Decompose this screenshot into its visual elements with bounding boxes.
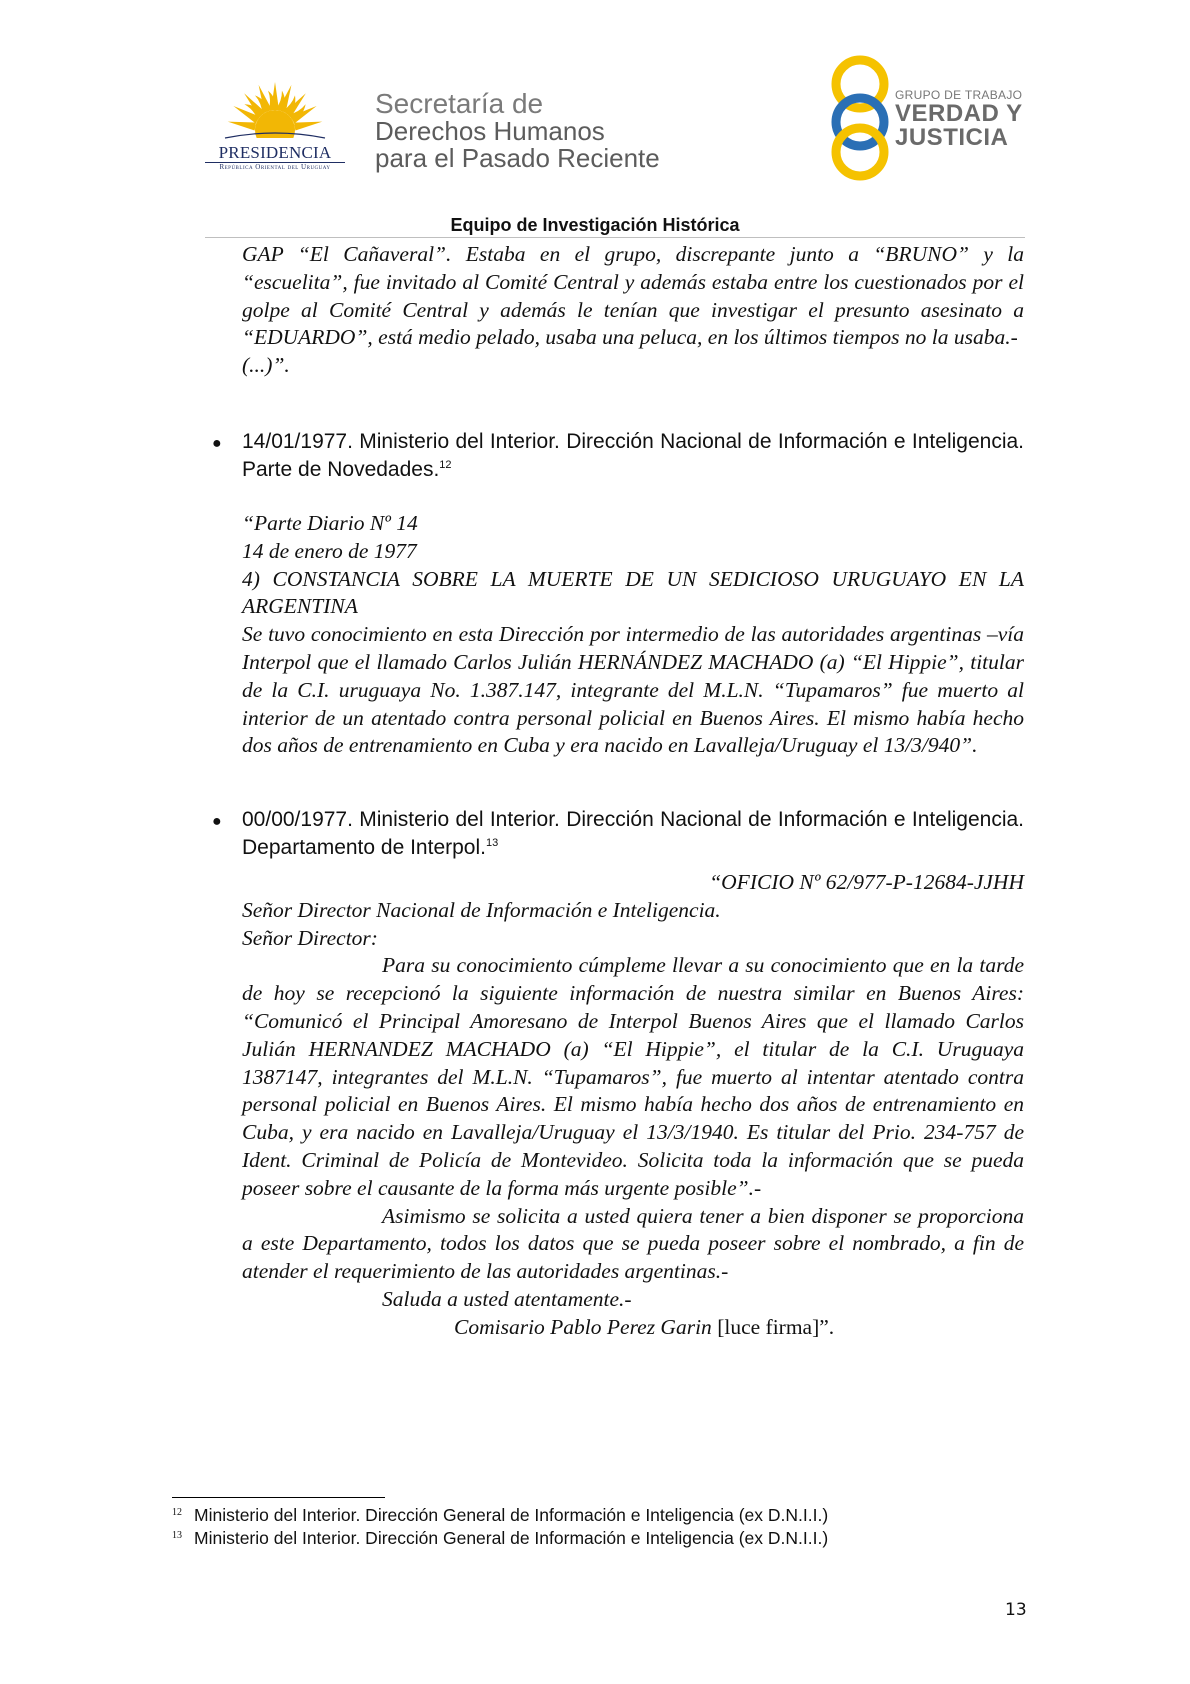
footnote-text: Ministerio del Interior. Dirección General de Información e Inteligencia (ex D.N.I.I.) xyxy=(194,1505,829,1525)
footnote-divider xyxy=(172,1497,385,1498)
oficio-paragraph-2: Asimismo se solicita a usted quiera tener a bien disponer se proporciona a este Departamento, todos los datos que se pueda poseer sobre el nombrado, a fin de atender el requerimiento de las autoridades argentinas.- xyxy=(242,1203,1024,1284)
entry-1-text: 14/01/1977. Ministerio del Interior. Dirección Nacional de Información e Inteligencia. Parte de Novedades. xyxy=(242,430,1024,481)
entry-1 xyxy=(242,428,1024,484)
quote-1-text: GAP “El Cañaveral”. Estaba en el grupo, discrepante junto a “BRUNO” y la “escuelita”, fue invitado al Comité Central y además estaba entre los cuestionados por el golpe al Comité Central y además le tenían que investigar el presunto asesinato a “EDUARDO”, está medio pelado, usaba una peluca, en los últimos tiempos no la usaba.- xyxy=(242,242,1024,350)
gtvj-line-2: JUSTICIA xyxy=(895,124,1009,151)
quote-2-line-2: 14 de enero de 1977 xyxy=(242,538,417,563)
quote-1-closing: (...)”. xyxy=(242,353,290,378)
gtvj-line-1: VERDAD Y xyxy=(895,100,1023,127)
oficio-salutation: Señor Director: xyxy=(242,925,378,950)
oficio-paragraph-1: Para su conocimiento cúmpleme llevar a su conocimiento que en la tarde de hoy se recepcionó la siguiente información de nuestra similar en Buenos Aires: “Comunicó el Principal Amoresano de Interpol Buenos Aires que el llamado Carlos Julián HERNANDEZ MACHADO (a) “El Hippie”, el titular de la C.I. Uruguaya 1387147, integrantes del M.L.N. “Tupamaros”, fue muerto al intentar atentado contra personal policial en Buenos Aires. El mismo había hecho dos años de entrenamiento en Cuba, y era nacido en Lavalleja/Uruguay el 13/3/1940. Es titular del Prio. 234-757 de Ident. Criminal de Policía de Montevideo. Solicita toda la información que se pueda poseer sobre el causante de la forma más urgente posible”.- xyxy=(242,953,1024,1200)
secretaria-logo-text xyxy=(375,90,660,172)
bullet-icon: ● xyxy=(212,435,222,452)
gtvj-small-label: GRUPO DE TRABAJO xyxy=(895,88,1023,102)
oficio-closing: Saluda a usted atentamente.- xyxy=(382,1286,632,1311)
quote-block-3 xyxy=(242,869,1024,1342)
footnote-number: 12 xyxy=(172,1507,182,1518)
quote-2-body: Se tuvo conocimiento en esta Dirección por intermedio de las autoridades argentinas –vía Interpol que el llamado Carlos Julián HERNÁNDEZ MACHADO (a) “El Hippie”, titular de la C.I. uruguaya No. 1.387.147, integrante del M.L.N. “Tupamaros” fue muerto al interior de un atentado contra personal policial en Buenos Aires. El mismo había hecho dos años de entrenamiento en Cuba y era nacido en Lavalleja/Uruguay el 13/3/940”. xyxy=(242,622,1024,758)
page-number: 13 xyxy=(1005,1600,1027,1620)
secretaria-line-2: Derechos Humanos xyxy=(375,116,605,146)
footnote-12 xyxy=(172,1502,828,1526)
secretaria-line-1: Secretaría de xyxy=(375,88,544,119)
footnote-13 xyxy=(172,1525,828,1549)
footnote-text: Ministerio del Interior. Dirección General de Información e Inteligencia (ex D.N.I.I.) xyxy=(194,1528,829,1548)
presidencia-title: PRESIDENCIA xyxy=(218,143,332,162)
signature-note: [luce firma]”. xyxy=(711,1314,835,1339)
entry-2 xyxy=(242,806,1024,862)
entry-2-text: 00/00/1977. Ministerio del Interior. Dirección Nacional de Información e Inteligencia. Departamento de Interpol. xyxy=(242,808,1024,859)
presidencia-subtitle: República Oriental del Uruguay xyxy=(219,163,331,171)
footnote-ref-13[interactable]: 13 xyxy=(485,837,499,849)
quote-block-2 xyxy=(242,510,1024,760)
secretaria-line-3: para el Pasado Reciente xyxy=(375,143,660,173)
header-divider xyxy=(205,237,1025,238)
bullet-icon: ● xyxy=(212,813,222,830)
quote-block-1 xyxy=(242,241,1024,380)
signature-name: Comisario Pablo Perez Garin xyxy=(454,1314,712,1339)
verdad-justicia-logo-text xyxy=(895,88,1023,150)
footnote-ref-12[interactable]: 12 xyxy=(439,459,452,471)
oficio-recipient: Señor Director Nacional de Información e Inteligencia. xyxy=(242,897,721,922)
quote-2-line-1: “Parte Diario Nº 14 xyxy=(242,511,418,535)
footnote-number: 13 xyxy=(172,1530,182,1541)
oficio-signature xyxy=(242,1314,1024,1342)
header-subtitle: Equipo de Investigación Histórica xyxy=(450,215,740,235)
oficio-number: “OFICIO Nº 62/977-P-12684-JJHH xyxy=(709,870,1024,894)
quote-2-line-3: 4) CONSTANCIA SOBRE LA MUERTE DE UN SEDICIOSO URUGUAYO EN LA ARGENTINA xyxy=(242,566,1024,619)
